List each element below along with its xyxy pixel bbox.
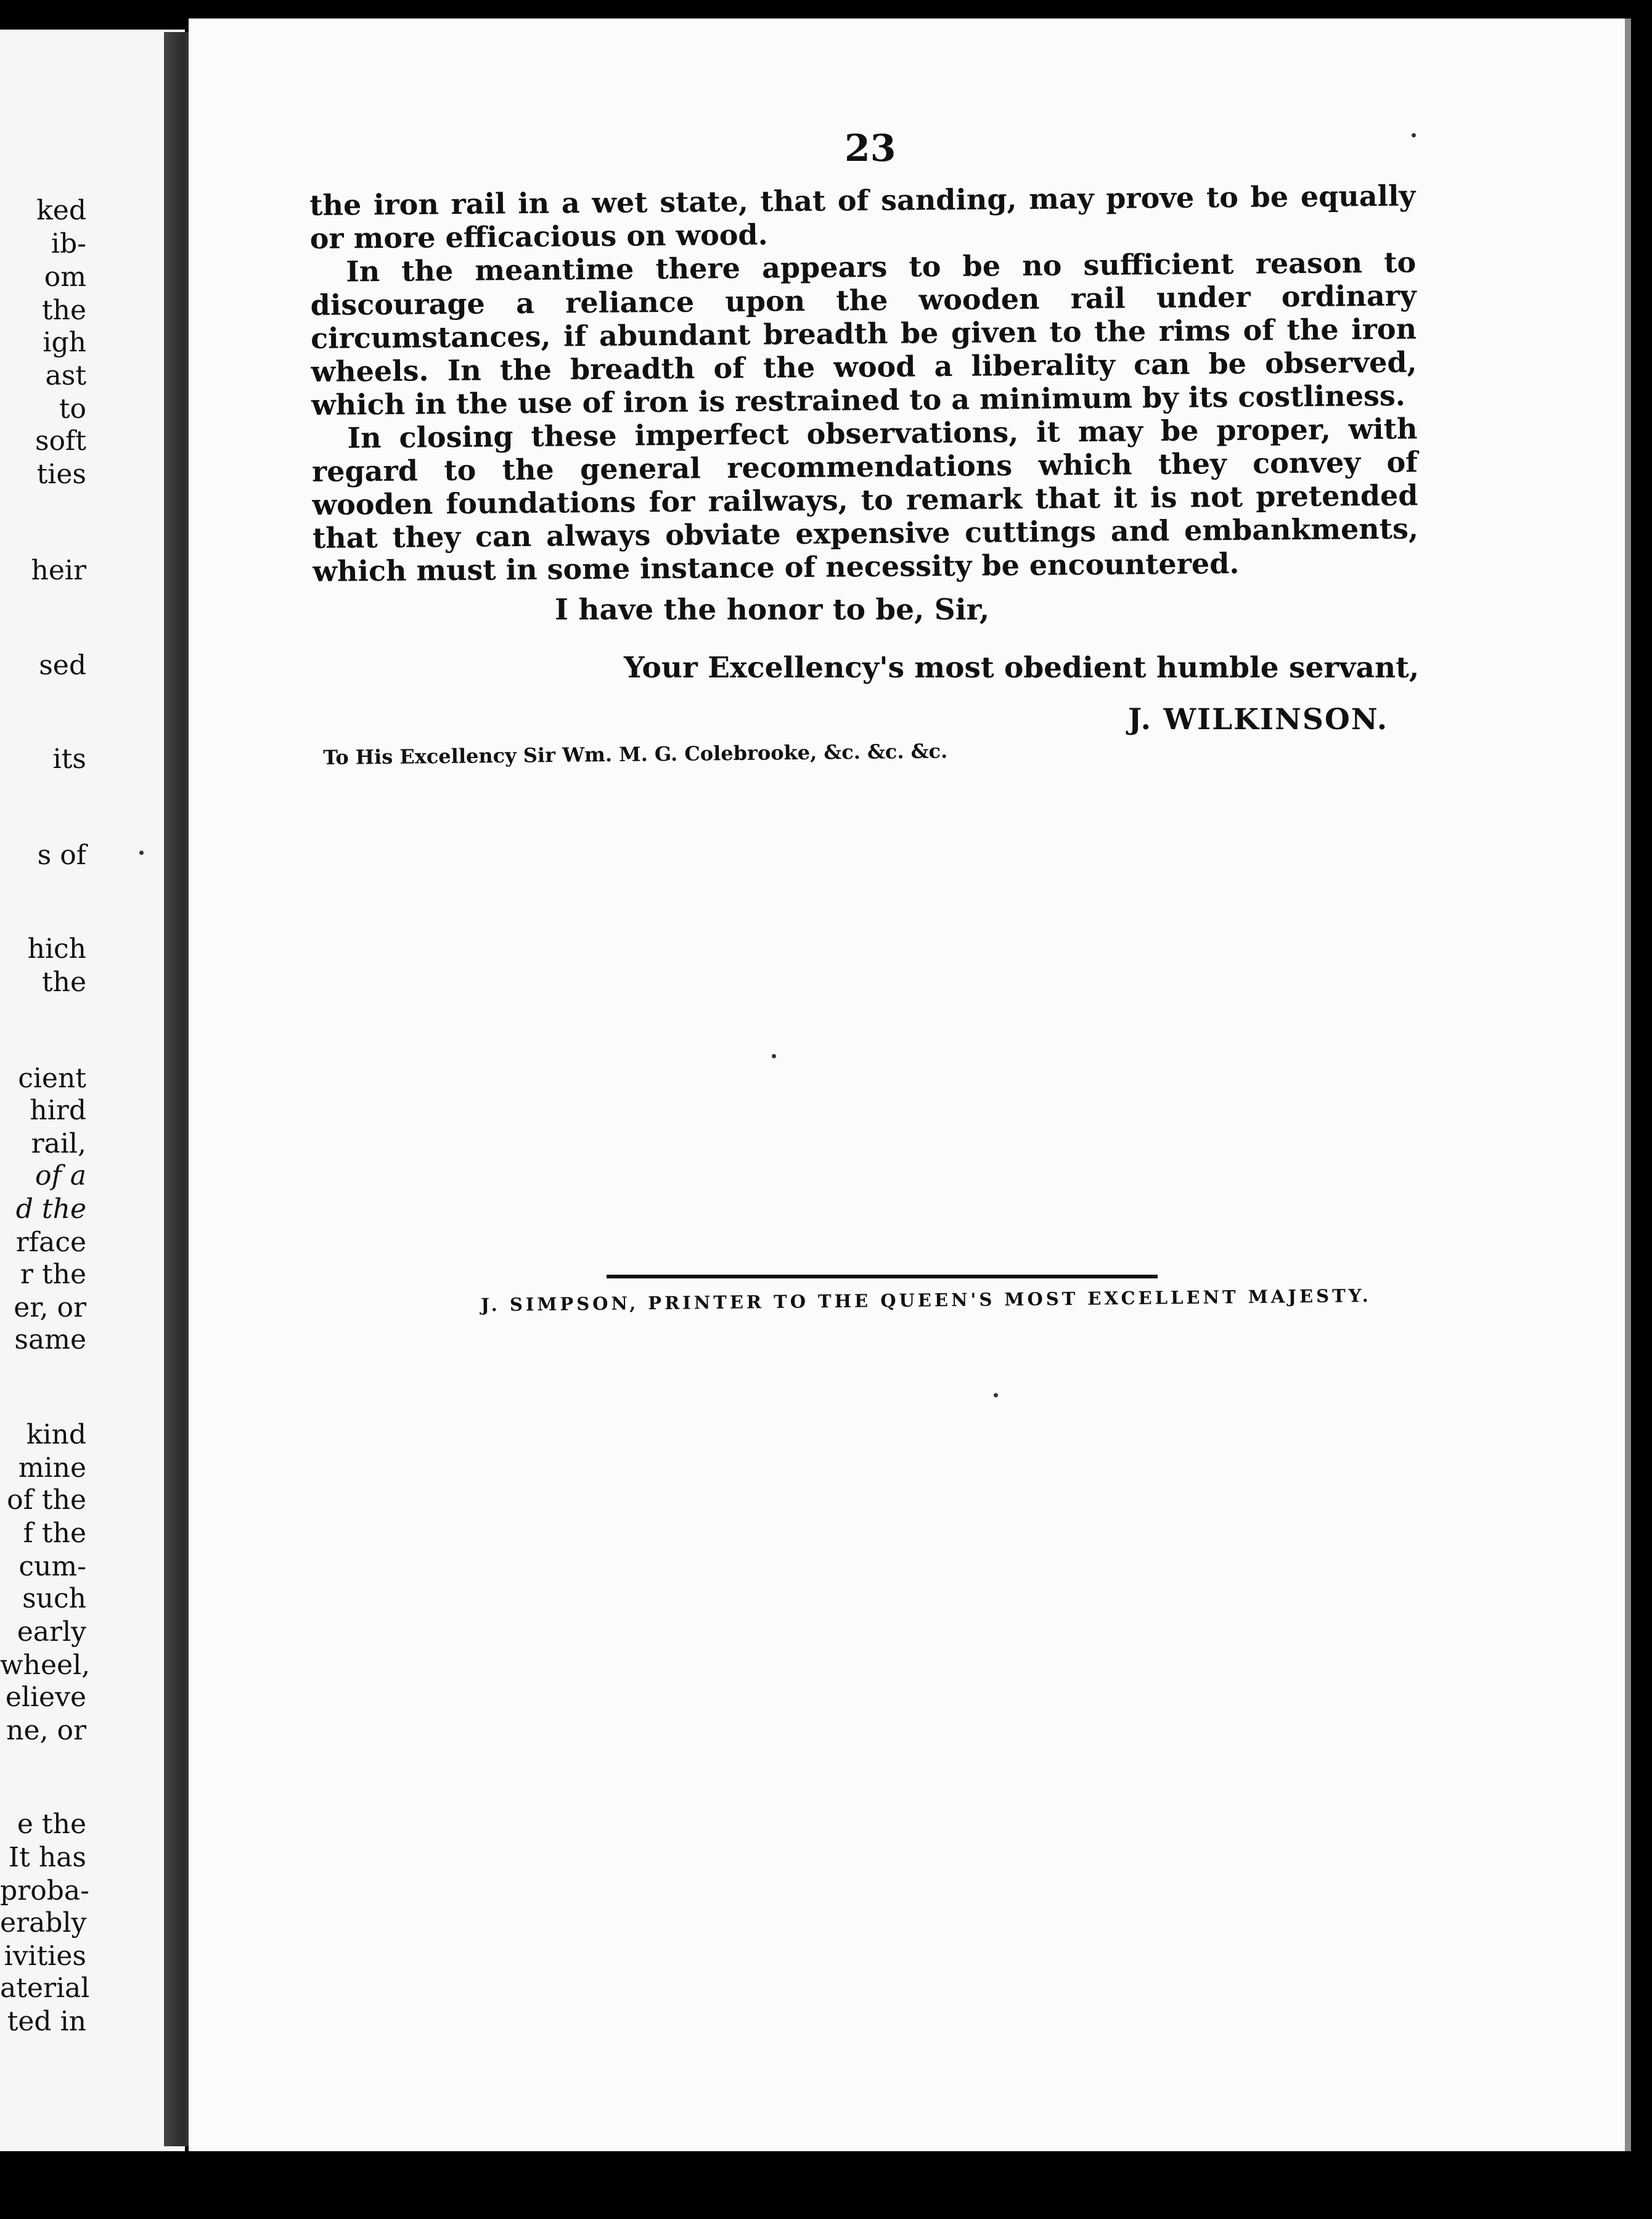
closing-servant-line: Your Excellency's most obedient humble servant, <box>624 651 1420 685</box>
left-page-fragment: e the <box>17 1808 86 1840</box>
left-page-fragment: s of <box>37 840 86 871</box>
left-page-fragment: f the <box>23 1518 86 1549</box>
left-page-fragment: erably <box>0 1907 87 1939</box>
left-page-fragment: of the <box>7 1484 86 1516</box>
left-page-fragment: ties <box>36 459 86 490</box>
body-text <box>309 179 1419 588</box>
ink-speck <box>772 1054 776 1058</box>
left-page-fragment: proba- <box>0 1875 89 1906</box>
left-page-fragment: hich <box>27 933 86 965</box>
left-facing-page <box>0 30 185 2151</box>
left-page-fragment: ast <box>45 360 86 391</box>
page-edge <box>1625 18 1631 2151</box>
paragraph-3: In closing these imperfect observations, it may be proper, with regard to the general recommendations which they convey of wooden foundations for railways, to remark that it is not pretended that they can always obviate expensive cuttings and embankments, which must in some instance of necessity be encountered. <box>311 412 1419 588</box>
left-page-fragment: om <box>44 261 86 293</box>
ink-speck <box>1412 133 1416 137</box>
left-page-fragment: hird <box>30 1095 86 1126</box>
left-page-fragment: its <box>52 743 86 775</box>
left-page-fragment: ib- <box>51 228 86 259</box>
left-page-fragment: ne, or <box>6 1715 86 1746</box>
left-page-fragment: soft <box>35 425 86 457</box>
left-page-fragment: ked <box>36 195 86 226</box>
horizontal-rule <box>607 1275 1158 1278</box>
page-number: 23 <box>844 127 896 170</box>
left-page-fragment: mine <box>18 1452 86 1484</box>
left-page-fragment: aterial <box>0 1972 90 2004</box>
left-page-fragment: er, or <box>14 1292 86 1323</box>
left-page-fragment: wheel, <box>0 1649 91 1681</box>
left-page-fragment: such <box>22 1583 86 1614</box>
paragraph-1: the iron rail in a wet state, that of sanding, may prove to be equally or more efficacious on wood. <box>309 179 1416 255</box>
left-page-fragment: to <box>59 393 86 425</box>
addressee-line: To His Excellency Sir Wm. M. G. Colebrooke, &c. &c. &c. <box>323 739 948 769</box>
left-page-fragment: ivities <box>4 1940 86 1972</box>
left-page-fragment: cient <box>18 1063 86 1094</box>
closing-honor-line: I have the honor to be, Sir, <box>555 593 990 627</box>
left-page-fragment: early <box>17 1616 86 1648</box>
left-page-fragment: elieve <box>5 1682 86 1713</box>
left-page-fragment: d the <box>15 1193 86 1225</box>
left-page-fragment: the <box>41 966 86 998</box>
signature: J. WILKINSON. <box>1128 703 1389 737</box>
left-page-fragment: the <box>41 295 86 326</box>
left-page-fragment: of a <box>35 1160 86 1191</box>
ink-speck <box>139 851 144 855</box>
left-page-fragment: kind <box>26 1419 86 1450</box>
left-page-fragment: rface <box>15 1227 86 1258</box>
paragraph-2: In the meantime there appears to be no sufficient reason to discourage a reliance upon the wooden rail under ordinary circumstances, if abundant breadth be given to the rims of the iron wheels. In the breadth of the wood a liberality can be observed, which in the use of iron is restrained to a minimum by its costliness. <box>310 245 1417 422</box>
left-page-fragment: cum- <box>18 1551 86 1582</box>
left-page-fragment: r the <box>20 1259 86 1290</box>
left-page-fragment: heir <box>31 555 86 586</box>
left-page-fragment: sed <box>39 650 86 681</box>
ink-speck <box>994 1393 998 1397</box>
left-page-fragment: igh <box>43 327 86 358</box>
left-page-fragment: It has <box>8 1842 86 1873</box>
left-page-fragment: same <box>14 1324 86 1355</box>
left-page-fragment: rail, <box>31 1128 86 1159</box>
printer-imprint: J. SIMPSON, PRINTER TO THE QUEEN'S MOST EXCELLENT MAJESTY. <box>481 1285 1372 1315</box>
left-page-fragment: ted in <box>7 2006 86 2037</box>
